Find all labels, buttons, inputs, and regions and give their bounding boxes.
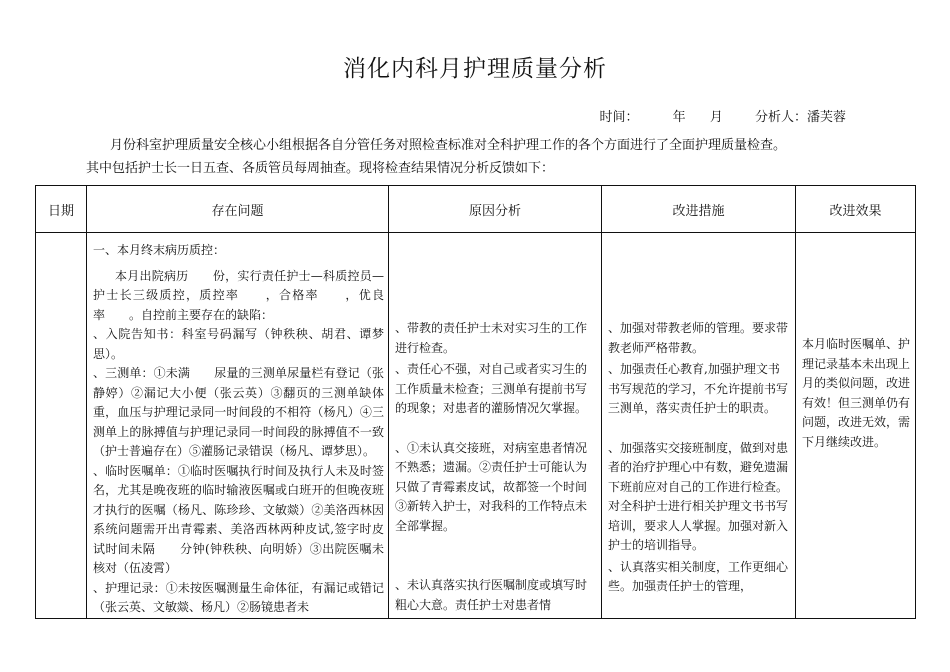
year-label: 年 xyxy=(672,110,686,125)
document-title: 消化内科月护理质量分析 xyxy=(343,56,607,82)
table-header-row xyxy=(36,186,916,233)
header-problems: 存在问题 xyxy=(87,186,389,233)
problem-item-temporary-orders: 、临时医嘱单：①临时医嘱执行时间及执行人未及时签名，尤其是晚夜班的临时输液医嘱或白班开的但晚夜班才执行的医嘱（杨凡、陈珍珍、文敏燚）②美洛西林因系统问题需开出青霉素、美洛西林两种皮试,签字时皮试时间未隔 分钟(钟秩秧、向明娇）③出院医嘱未核对（伍凌霄） xyxy=(93,463,384,575)
problem-heading: 一、本月终末病历质控： xyxy=(93,243,226,257)
effect-cell xyxy=(796,233,916,619)
meta-line xyxy=(586,106,846,125)
header-date: 日期 xyxy=(36,186,87,233)
causes-cell xyxy=(389,233,602,619)
problem-item-admission: 、入院告知书：科室号码漏写（钟秩秧、胡君、谭梦思）。 xyxy=(93,327,384,361)
analyst-label: 分析人：潘芙蓉 xyxy=(754,110,846,125)
header-causes: 原因分析 xyxy=(389,186,602,233)
effect-text: 本月临时医嘱单、护理记录基本未出现上月的类似问题，改进有效！但三测单仍有问题，改进无效，需下月继续改进。 xyxy=(802,337,911,449)
analysis-table xyxy=(35,185,916,619)
cause-item-3: 、①未认真交接班，对病室患者情况不熟悉；遗漏。②责任护士可能认为只做了青霉素皮试，故都签一个时间③新转入护士，对我科的工作特点未全部掌握。 xyxy=(395,440,588,533)
table-row xyxy=(36,233,916,619)
measure-item-3: 、加强落实交接班制度，做到对患者的治疗护理心中有数，避免遗漏下班前应对自己的工作进行检查。对全科护士进行相关护理文书书写培训，要求人人掌握。加强对新入护士的培训指导。 xyxy=(608,440,789,552)
problems-cell xyxy=(87,233,389,619)
cause-item-2: 、责任心不强，对自己或者实习生的工作质量未检查；三测单有提前书写的现象；对患者的灌肠情况欠掌握。 xyxy=(395,362,588,415)
measure-item-1: 、加强对带教老师的管理。要求带教老师严格带教。 xyxy=(608,321,789,355)
intro-paragraph-2: 其中包括护士长一日五查、各质管员每周抽查。现将检查结果情况分析反馈如下： xyxy=(86,161,555,176)
cause-item-4: 、未认真落实执行医嘱制度或填写时粗心大意。责任护士对患者情 xyxy=(395,578,588,612)
measures-cell xyxy=(602,233,796,619)
header-measures: 改进措施 xyxy=(602,186,796,233)
problem-summary: 本月出院病历 份，实行责任护士—科质控员—护士长三级质控，质控率 ，合格率 ，优良率 。自控前主要存在的缺陷： xyxy=(93,268,384,322)
intro-paragraph-1: 月份科室护理质量安全核心小组根据各自分管任务对照检查标准对全科护理工作的各个方面进行了全面护理质量检查。 xyxy=(110,138,787,153)
measure-item-4: 、认真落实相关制度，工作更细心些。加强责任护士的管理， xyxy=(608,559,789,593)
time-label: 时间： xyxy=(599,110,639,125)
problem-item-vitals-sheet: 、三测单：①未满 尿量的三测单尿量栏有登记（张静婷）②漏记大小便（张云英）③翻页的三测单缺体重，血压与护理记录同一时间段的不相符（杨凡）④三测单上的脉搏值与护理记录同一时间段的脉搏值不一致（护士普遍存在）⑤灌肠记录错误（杨凡、谭梦思）。 xyxy=(93,366,384,458)
cause-item-1: 、带教的责任护士未对实习生的工作进行检查。 xyxy=(395,321,588,355)
measure-item-2: 、加强责任心教育,加强护理文书书写规范的学习，不允许提前书写三测单，落实责任护士的职责。 xyxy=(608,362,789,415)
date-cell xyxy=(36,233,87,619)
month-label: 月 xyxy=(709,110,723,125)
header-effect: 改进效果 xyxy=(796,186,916,233)
problem-item-nursing-record: 、护理记录：①未按医嘱测量生命体征，有漏记或错记（张云英、文敏燚、杨凡）②肠镜患者未 xyxy=(93,580,384,614)
